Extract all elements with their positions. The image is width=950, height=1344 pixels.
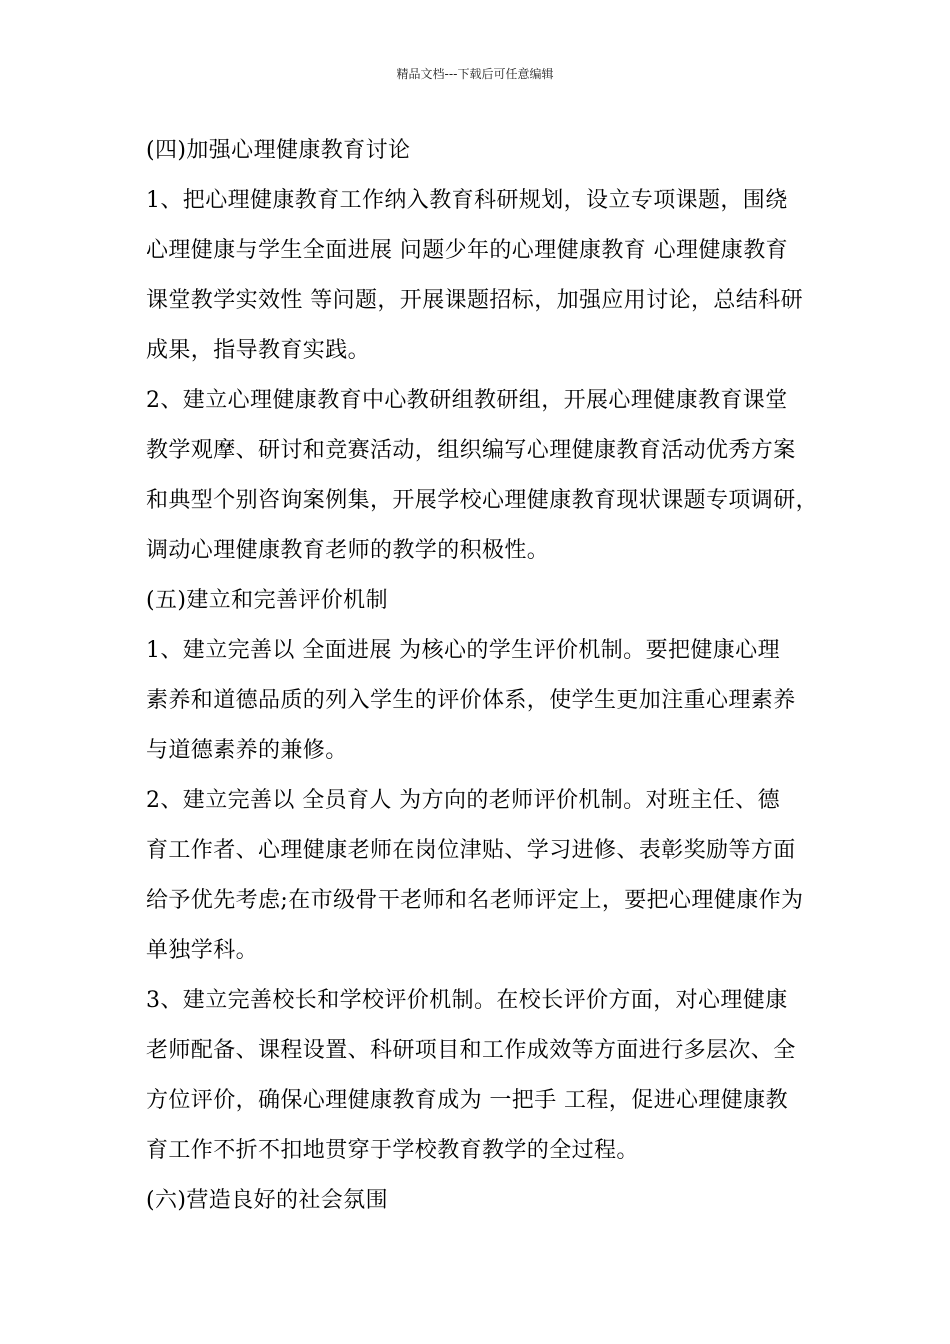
paragraph-line: 和典型个别咨询案例集，开展学校心理健康教育现状课题专项调研， [146, 488, 819, 513]
paragraph-line: 2、建立完善以 全员育人 为方向的老师评价机制。对班主任、德 [146, 788, 780, 813]
paragraph-line: 教学观摩、研讨和竞赛活动，组织编写心理健康教育活动优秀方案 [146, 438, 796, 463]
paragraph-line: 1、把心理健康教育工作纳入教育科研规划，设立专项课题，围绕 [146, 188, 788, 213]
paragraph-line: 与道德素养的兼修。 [146, 738, 348, 763]
paragraph-line: 心理健康与学生全面进展 问题少年的心理健康教育 心理健康教育 [146, 238, 788, 263]
page-header: 精品文档---下载后可任意编辑 [396, 67, 554, 81]
paragraph-line: 老师配备、课程设置、科研项目和工作成效等方面进行多层次、全 [146, 1038, 796, 1063]
paragraph-line: 2、建立心理健康教育中心教研组教研组，开展心理健康教育课堂 [146, 388, 788, 413]
section-heading-6: (六)营造良好的社会氛围 [146, 1188, 388, 1213]
paragraph-line: 单独学科。 [146, 938, 259, 963]
paragraph-line: 育工作不折不扣地贯穿于学校教育教学的全过程。 [146, 1138, 639, 1163]
paragraph-line: 成果，指导教育实践。 [146, 338, 371, 363]
paragraph-line: 课堂教学实效性 等问题，开展课题招标，加强应用讨论，总结科研 [146, 288, 803, 313]
paragraph-line: 给予优先考虑;在市级骨干老师和名老师评定上，要把心理健康作为 [146, 888, 804, 913]
document-body [146, 126, 826, 1226]
paragraph-line: 素养和道德品质的列入学生的评价体系，使学生更加注重心理素养 [146, 688, 796, 713]
section-heading-5: (五)建立和完善评价机制 [146, 588, 388, 613]
paragraph-line: 3、建立完善校长和学校评价机制。在校长评价方面，对心理健康 [146, 988, 788, 1013]
paragraph-line: 方位评价，确保心理健康教育成为 一把手 工程，促进心理健康教 [146, 1088, 788, 1113]
section-heading-4: (四)加强心理健康教育讨论 [146, 138, 411, 163]
paragraph-line: 调动心理健康教育老师的教学的积极性。 [146, 538, 550, 563]
paragraph-line: 育工作者、心理健康老师在岗位津贴、学习进修、表彰奖励等方面 [146, 838, 796, 863]
paragraph-line: 1、建立完善以 全面进展 为核心的学生评价机制。要把健康心理 [146, 638, 780, 663]
